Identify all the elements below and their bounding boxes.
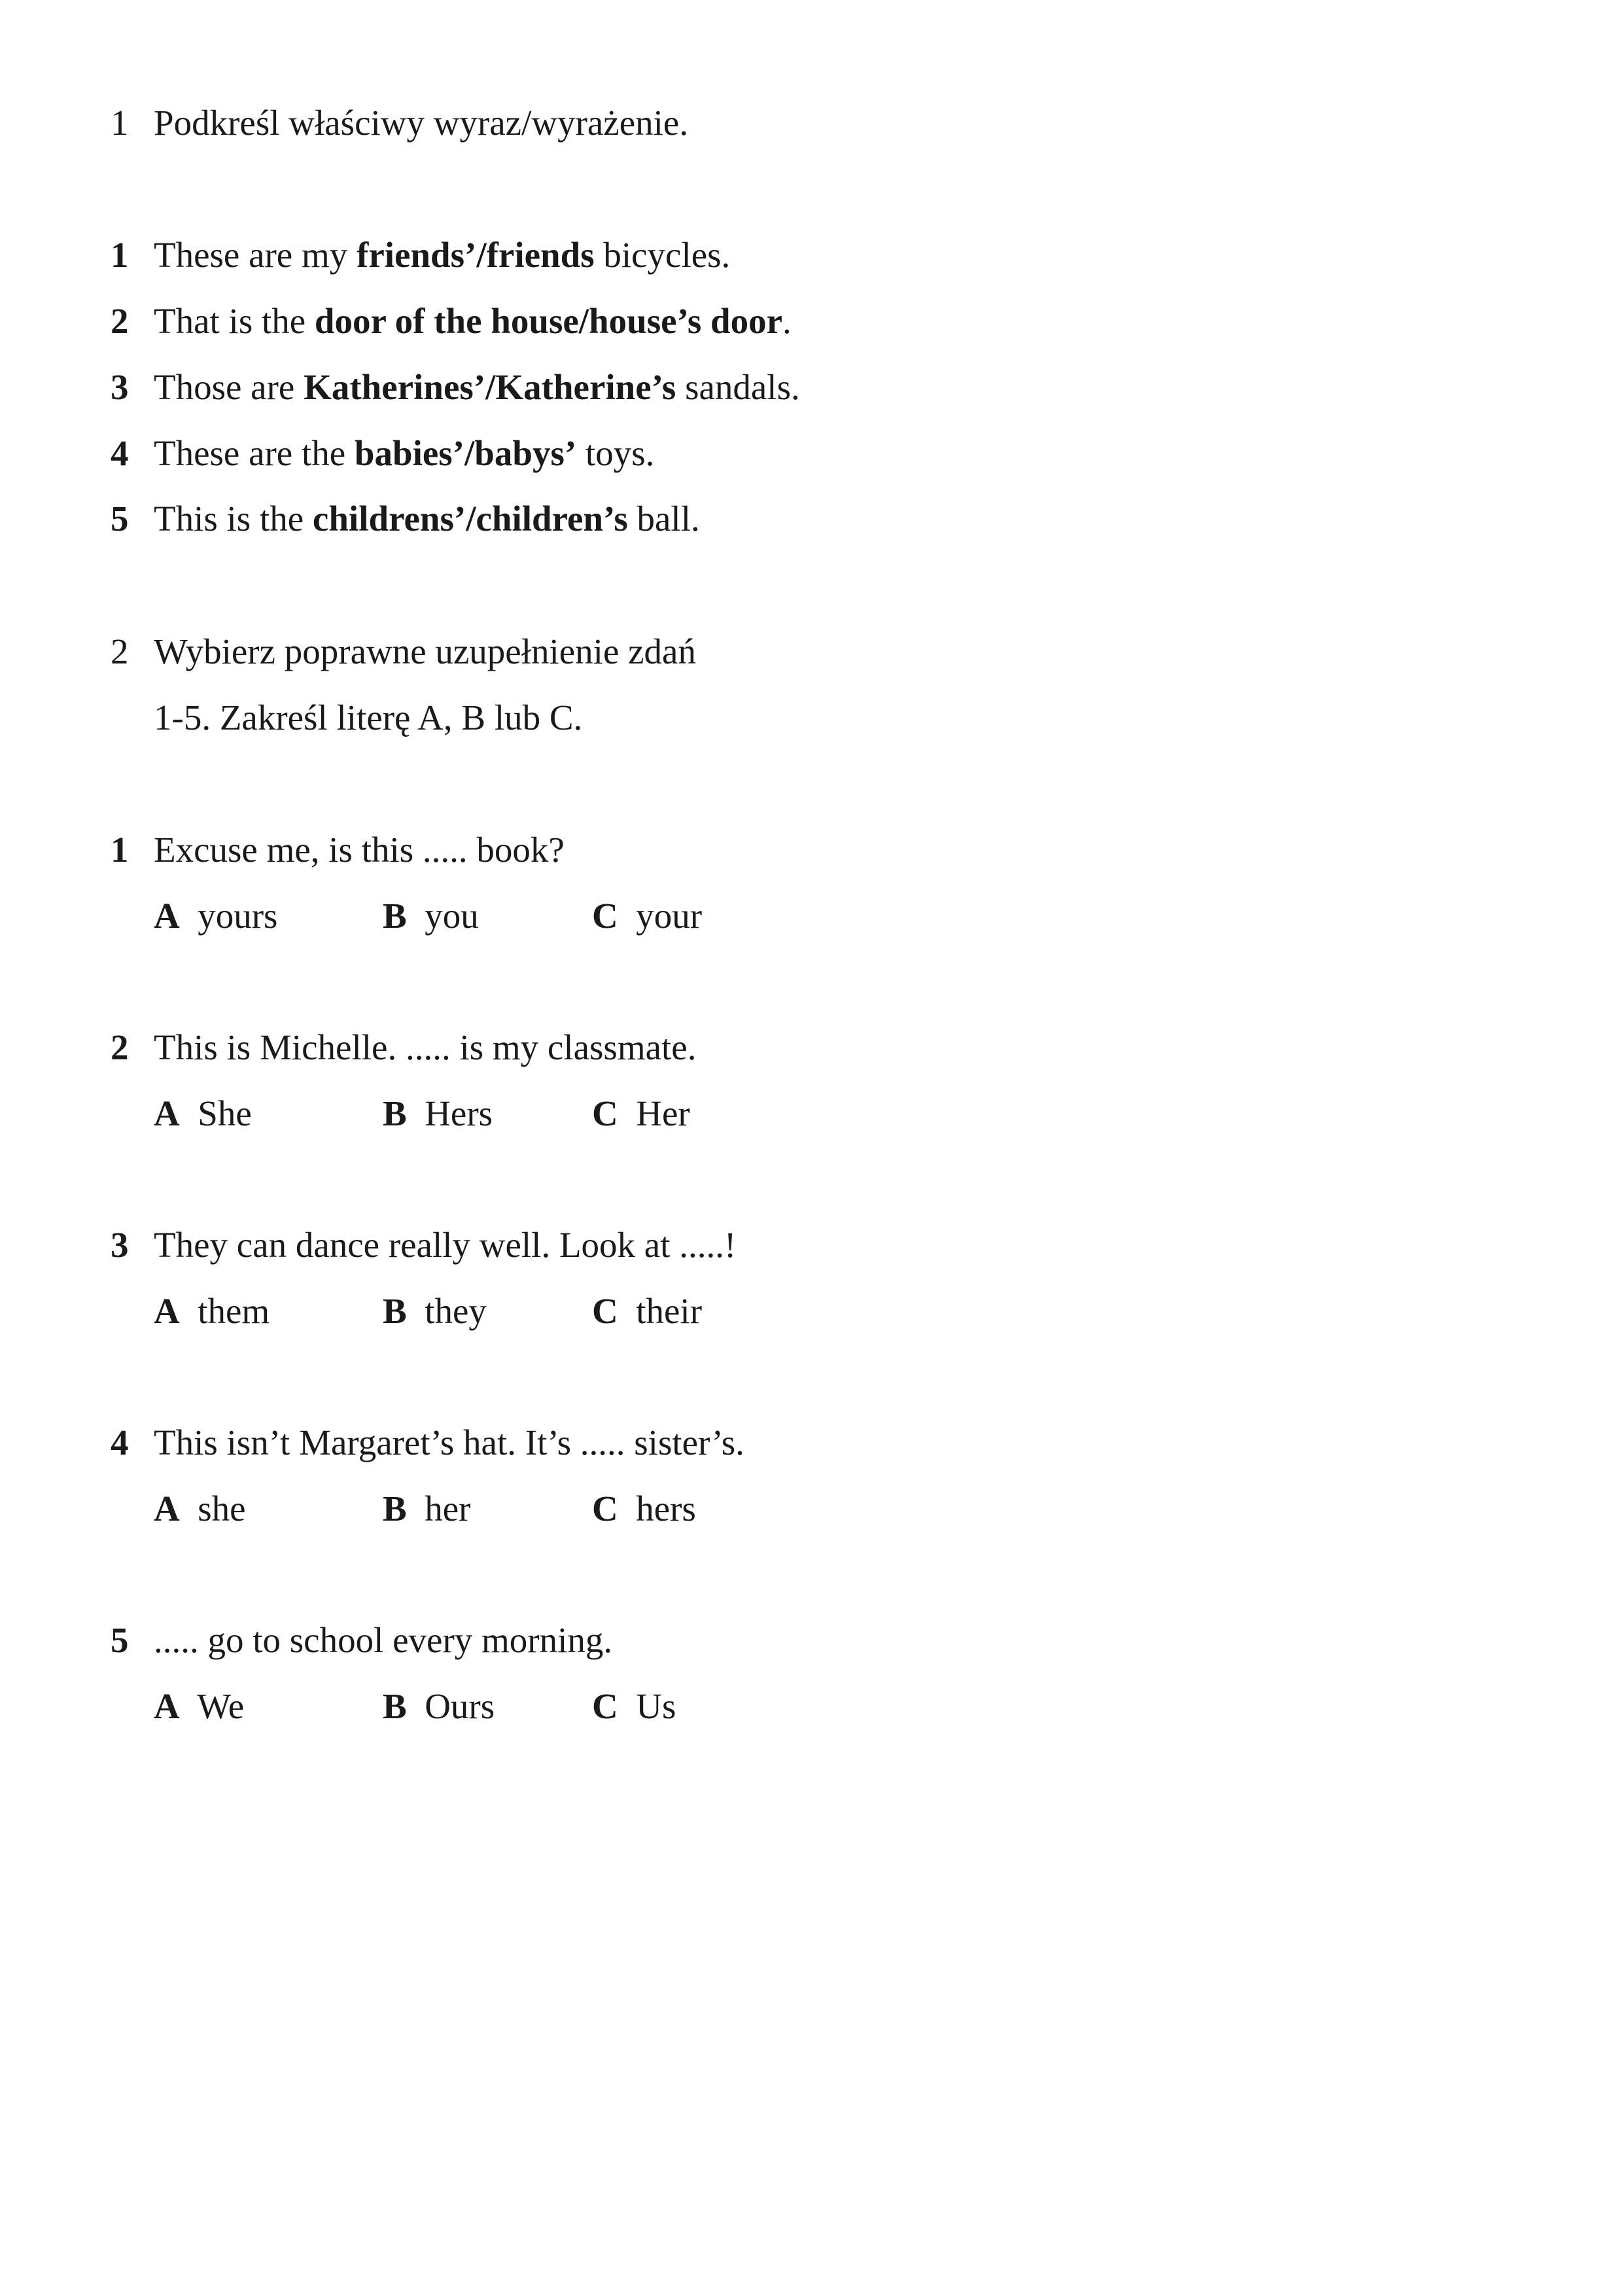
question-sentence: This is Michelle. ..... is my classmate. <box>154 1027 697 1067</box>
question-number: 2 <box>111 1027 129 1067</box>
sentence-start: This is the <box>154 499 313 539</box>
sentence-start: These are my <box>154 235 357 275</box>
sentence-start: Those are <box>154 367 304 407</box>
sentence-start: That is the <box>154 301 315 341</box>
option-c[interactable]: C your <box>592 896 703 936</box>
choice-phrase[interactable]: Katherines’/Katherine’s <box>304 367 676 407</box>
question-number: 5 <box>111 1620 129 1660</box>
option-a[interactable]: A We <box>154 1686 245 1726</box>
sentence-end: . <box>782 301 792 341</box>
choice-phrase[interactable]: door of the house/house’s door <box>314 301 783 341</box>
option-c[interactable]: C their <box>592 1291 703 1331</box>
option-c[interactable]: C Her <box>592 1093 690 1133</box>
option-b[interactable]: B Hers <box>383 1093 493 1133</box>
option-a[interactable]: A she <box>154 1489 246 1528</box>
option-a[interactable]: A them <box>154 1291 270 1331</box>
choice-phrase[interactable]: babies’/babys’ <box>354 433 577 473</box>
item-number: 3 <box>111 367 129 407</box>
option-b[interactable]: B you <box>383 896 479 936</box>
option-b[interactable]: B Ours <box>383 1686 495 1726</box>
sentence-end: sandals. <box>676 367 800 407</box>
option-c[interactable]: C hers <box>592 1489 696 1528</box>
exercise2-instruction-line2: 1-5. Zakreśl literę A, B lub C. <box>154 698 583 737</box>
choice-phrase[interactable]: friends’/friends <box>357 235 595 275</box>
option-b[interactable]: B her <box>383 1489 471 1528</box>
question-number: 4 <box>111 1422 129 1462</box>
question-number: 1 <box>111 830 129 870</box>
exercise2-instruction-line1: Wybierz poprawne uzupełnienie zdań <box>154 631 696 671</box>
option-a[interactable]: A yours <box>154 896 278 936</box>
item-number: 1 <box>111 235 129 275</box>
item-number: 4 <box>111 433 129 473</box>
sentence-start: These are the <box>154 433 355 473</box>
item-number: 5 <box>111 499 129 539</box>
sentence-end: ball. <box>627 499 700 539</box>
exercise1-instruction: Podkreśl właściwy wyraz/wyrażenie. <box>154 103 689 143</box>
sentence-end: toys. <box>576 433 655 473</box>
option-a[interactable]: A She <box>154 1093 252 1133</box>
sentence-end: bicycles. <box>594 235 731 275</box>
option-c[interactable]: C Us <box>592 1686 676 1726</box>
choice-phrase[interactable]: childrens’/children’s <box>312 499 628 539</box>
question-sentence: ..... go to school every morning. <box>154 1620 613 1660</box>
question-sentence: Excuse me, is this ..... book? <box>154 830 565 870</box>
question-sentence: They can dance really well. Look at .....! <box>154 1225 737 1265</box>
exercise1-number: 1 <box>111 103 129 143</box>
exercise2-number: 2 <box>111 631 129 671</box>
option-b[interactable]: B they <box>383 1291 487 1331</box>
question-sentence: This isn’t Margaret’s hat. It’s ..... sister’s. <box>154 1422 744 1462</box>
question-number: 3 <box>111 1225 129 1265</box>
item-number: 2 <box>111 301 129 341</box>
